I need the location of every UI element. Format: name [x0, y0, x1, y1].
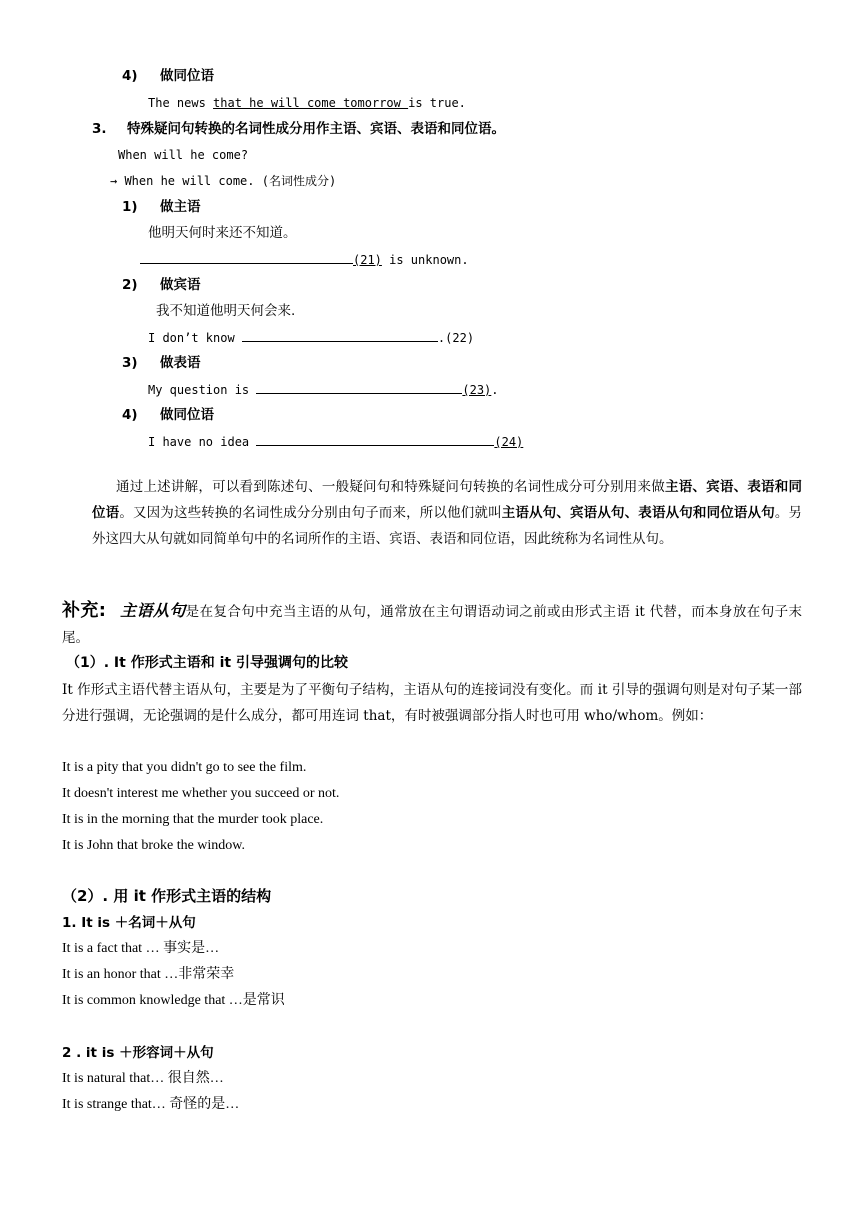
- item-heading: 做宾语: [160, 277, 201, 293]
- blank-number: (23): [462, 383, 492, 397]
- pattern-example: It is natural that… 很自然…: [62, 1071, 224, 1086]
- pattern-example: It is a fact that … 事实是…: [62, 941, 220, 956]
- item-number: 3): [122, 355, 138, 371]
- chinese-example: 我不知道他明天何会来.: [156, 303, 296, 319]
- blank-number: .(22): [437, 331, 475, 345]
- pattern-heading: 1. It is ＋名词＋从句: [62, 915, 196, 931]
- item-heading: 做表语: [160, 355, 201, 371]
- example-text: My question is: [148, 383, 257, 397]
- example-sentence: It is a pity that you didn't go to see the film.: [62, 760, 307, 775]
- blank-number: (24): [494, 435, 524, 449]
- example-sentence: [148, 94, 466, 112]
- example-text: I have no idea: [148, 435, 257, 449]
- answer-blank[interactable]: [256, 380, 462, 394]
- part2-heading: （2）. 用 it 作形式主语的结构: [62, 887, 272, 905]
- fill-blank-23: [148, 380, 499, 399]
- chinese-example: 他明天何时来还不知道。: [148, 225, 297, 241]
- example-text: is unknown.: [381, 253, 469, 267]
- section-number: 3.: [92, 121, 107, 137]
- summary-paragraph: 通过上述讲解，可以看到陈述句、一般疑问句和特殊疑问句转换的名词性成分可分别用来做主语、宾语、表语和同位语。又因为这些转换的名词性成分分别由句子而来，所以他们就叫主语从句、宾语从句、表语从句和同位语从句。另外这四大从句就如同简单句中的名词所作的主语、宾语、表语和同位语，因此统称为名词性从句。: [92, 479, 803, 547]
- example-text: .: [491, 383, 499, 397]
- fill-blank-21: [140, 250, 469, 269]
- fill-blank-22: [148, 328, 474, 347]
- example-text: The news: [148, 96, 214, 110]
- example-sentence: It is John that broke the window.: [62, 838, 246, 853]
- pattern-example: It is an honor that …非常荣幸: [62, 967, 235, 982]
- item-number: 4): [122, 407, 138, 423]
- answer-blank[interactable]: [242, 328, 438, 342]
- supplement-paragraph: 补充: 主语从句是在复合句中充当主语的从句，通常放在主句谓语动词之前或由形式主语 it 代替，而本身放在句子末尾。: [62, 600, 802, 646]
- answer-blank[interactable]: [140, 250, 353, 264]
- example-text: I don’t know: [148, 331, 242, 345]
- underlined-clause: that he will come tomorrow: [213, 96, 409, 110]
- blank-number: (21): [353, 253, 382, 267]
- converted-sentence: → When he will come. (名词性成分): [110, 174, 337, 188]
- item-heading: 做主语: [160, 199, 201, 215]
- section-heading: 特殊疑问句转换的名词性成分用作主语、宾语、表语和同位语。: [127, 121, 505, 137]
- item-number: 1): [122, 199, 138, 215]
- supplement-label: 补充:: [62, 600, 106, 621]
- fill-blank-24: [148, 432, 523, 451]
- example-sentence: It doesn't interest me whether you succeed or not.: [62, 786, 340, 801]
- item-heading: 做同位语: [160, 68, 214, 84]
- example-text: is true.: [408, 96, 466, 110]
- answer-blank[interactable]: [256, 432, 494, 446]
- item-number: 4): [122, 68, 138, 84]
- example-sentence: It is in the morning that the murder took place.: [62, 812, 324, 827]
- pattern-example: It is common knowledge that …是常识: [62, 993, 285, 1008]
- part1-paragraph: It 作形式主语代替主语从句，主要是为了平衡句子结构，主语从句的连接词没有变化。而 it 引导的强调句则是对句子某一部分进行强调，无论强调的是什么成分，都可用连词 that，有时被强调部分指人时也可用 who/whom。例如：: [62, 682, 802, 724]
- part1-heading: （1）. It 作形式主语和 it 引导强调句的比较: [66, 655, 348, 671]
- pattern-example: It is strange that… 奇怪的是…: [62, 1097, 240, 1112]
- item-number: 2): [122, 277, 138, 293]
- pattern-heading: 2 . it is ＋形容词＋从句: [62, 1045, 214, 1061]
- item-heading: 做同位语: [160, 407, 214, 423]
- question-sentence: When will he come?: [118, 148, 249, 162]
- supplement-term: 主语从句: [120, 601, 186, 620]
